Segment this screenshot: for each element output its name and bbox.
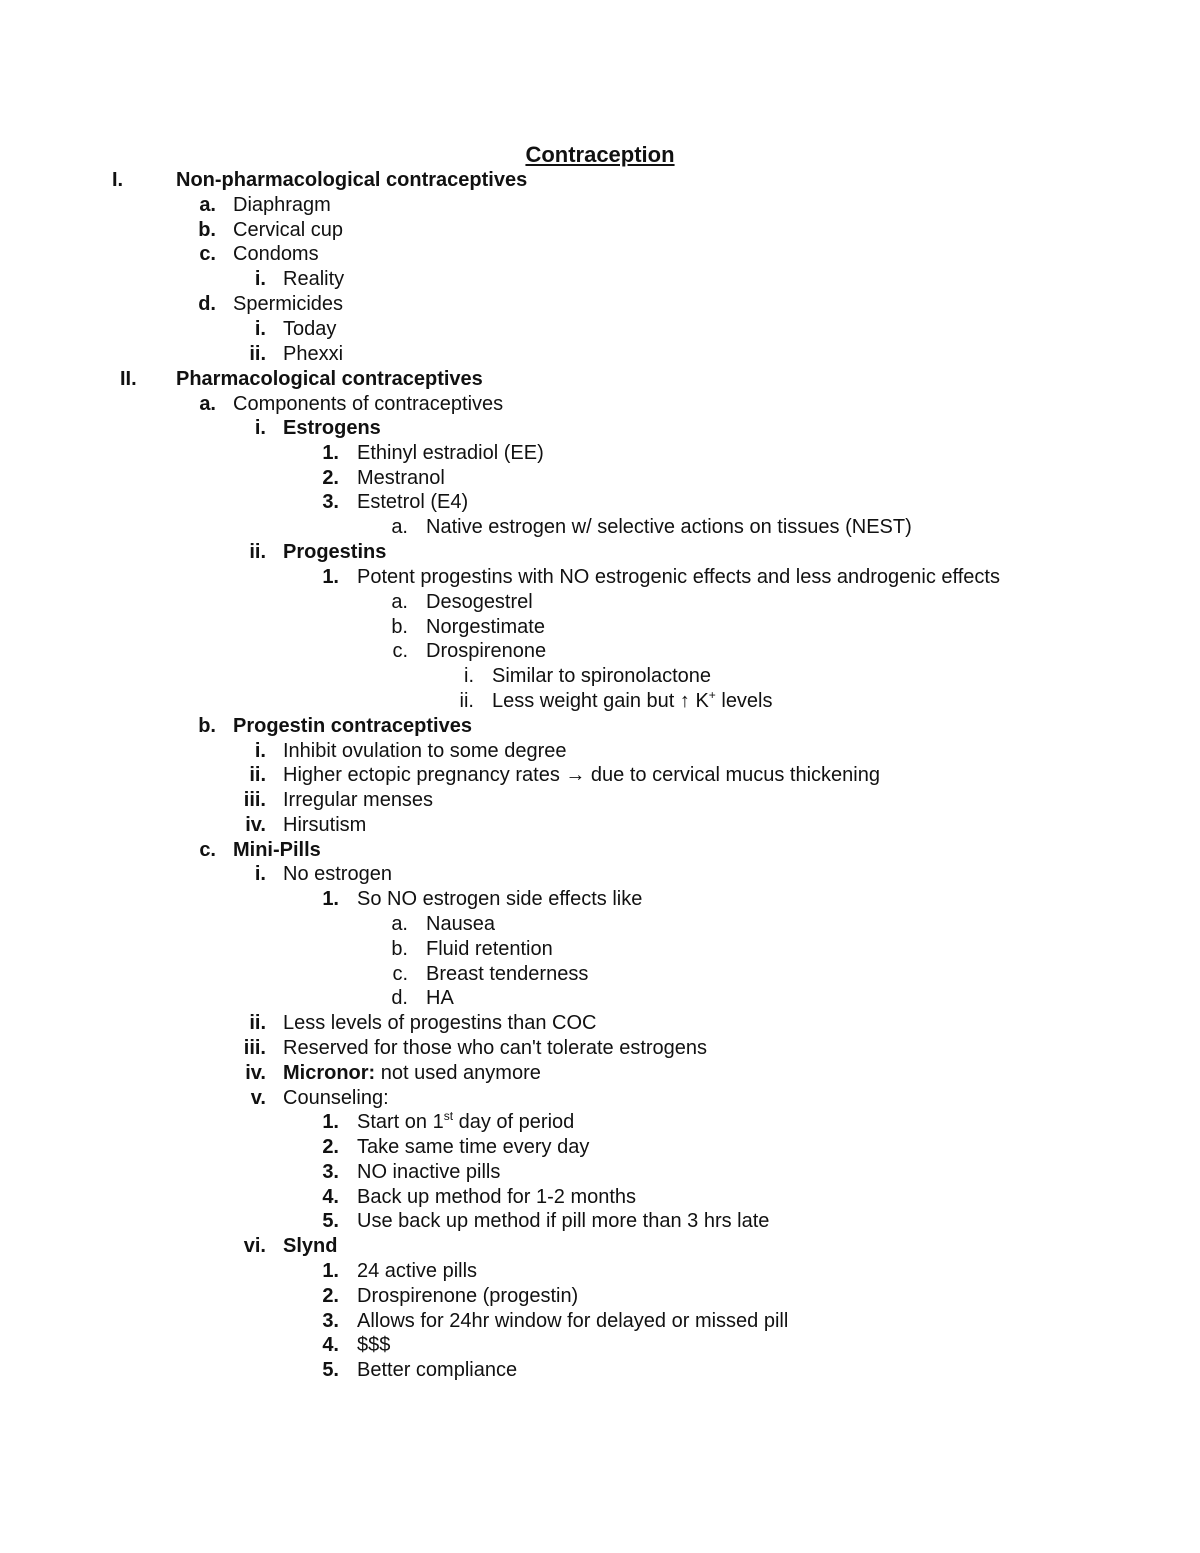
outline-marker: 3. [322, 491, 339, 513]
outline-text: Inhibit ovulation to some degree [283, 740, 567, 762]
outline-marker: i. [254, 318, 266, 340]
outline-text [283, 1061, 541, 1086]
outline-text: Less levels of progestins than COC [283, 1012, 597, 1034]
outline-text: NO inactive pills [357, 1161, 501, 1183]
outline-text: Counseling: [283, 1087, 389, 1109]
outline-text: Mini-Pills [233, 839, 321, 861]
outline-marker: a. [391, 516, 408, 538]
page-title: Contraception [525, 142, 675, 167]
outline-text: Higher ectopic pregnancy rates → due to cervical mucus thickening [283, 764, 880, 786]
text-fragment: not used anymore [375, 1062, 541, 1084]
outline-text: Drospirenone [426, 640, 547, 662]
superscript: + [708, 688, 716, 702]
outline-text: Hirsutism [283, 814, 367, 836]
outline-text: Cervical cup [233, 219, 344, 241]
outline-text: Potent progestins with NO estrogenic effects and less androgenic effects [357, 566, 1000, 588]
outline-marker: i. [254, 417, 266, 439]
outline-marker: 1. [322, 1111, 339, 1133]
bold-term: Micronor: [283, 1062, 376, 1084]
outline-text: Ethinyl estradiol (EE) [357, 442, 544, 464]
outline-marker: b. [391, 938, 408, 960]
outline-marker: iv. [245, 1062, 266, 1084]
outline-marker: 4. [322, 1186, 339, 1208]
outline-marker: a. [199, 194, 216, 216]
outline-text: 24 active pills [357, 1260, 478, 1282]
outline-text: Irregular menses [283, 789, 434, 811]
text-fragment: Start on 1 [357, 1111, 444, 1133]
outline-text: Use back up method if pill more than 3 hrs late [357, 1210, 770, 1232]
outline-text: $$$ [357, 1334, 391, 1356]
section-heading: Pharmacological contraceptives [176, 368, 483, 390]
outline-marker: 3. [322, 1161, 339, 1183]
outline-text: HA [426, 987, 454, 1009]
outline-marker: iv. [245, 814, 266, 836]
outline-marker: 3. [322, 1310, 339, 1332]
outline-marker: 5. [322, 1210, 339, 1232]
outline-marker: a. [199, 393, 216, 415]
outline-text: Slynd [283, 1235, 338, 1257]
outline-marker: 5. [322, 1359, 339, 1381]
outline-marker: d. [198, 293, 216, 315]
outline-text: Drospirenone (progestin) [357, 1285, 579, 1307]
outline-marker: I. [112, 169, 124, 191]
outline-text: Allows for 24hr window for delayed or missed pill [357, 1310, 789, 1332]
outline-marker: c. [199, 243, 216, 265]
text-fragment: day of period [453, 1111, 575, 1133]
outline-text: Spermicides [233, 293, 344, 315]
outline-text: Norgestimate [426, 616, 545, 638]
outline-marker: 2. [322, 1136, 339, 1158]
outline-text: Reality [283, 268, 345, 290]
outline-marker: 2. [322, 467, 339, 489]
outline-marker: 2. [322, 1285, 339, 1307]
outline-marker: i. [254, 863, 266, 885]
outline-marker: ii. [249, 764, 266, 786]
outline-text: Mestranol [357, 467, 445, 489]
outline-marker: ii. [459, 690, 474, 712]
outline-text: Estetrol (E4) [357, 491, 469, 513]
outline-marker: vi. [243, 1235, 266, 1257]
outline-marker: i. [254, 268, 266, 290]
outline-text: Fluid retention [426, 938, 553, 960]
outline-text: So NO estrogen side effects like [357, 888, 643, 910]
outline-text [357, 1110, 574, 1135]
outline-marker: ii. [249, 343, 266, 365]
outline-marker: iii. [243, 789, 266, 811]
outline-marker: 1. [322, 442, 339, 464]
outline-text: Diaphragm [233, 194, 331, 216]
outline-text: Reserved for those who can't tolerate estrogens [283, 1037, 708, 1059]
outline-marker: iii. [243, 1037, 266, 1059]
outline-text: Back up method for 1-2 months [357, 1186, 637, 1208]
outline-text: Native estrogen w/ selective actions on tissues (NEST) [426, 516, 912, 538]
outline-text: Better compliance [357, 1359, 518, 1381]
outline-marker: b. [391, 616, 408, 638]
outline-text: Similar to spironolactone [492, 665, 711, 687]
outline-marker: 4. [322, 1334, 339, 1356]
outline-marker: c. [392, 640, 408, 662]
outline-marker: ii. [249, 1012, 266, 1034]
outline-marker: a. [391, 591, 408, 613]
outline-marker: 1. [322, 1260, 339, 1282]
outline-text [492, 689, 773, 714]
outline-text: Condoms [233, 243, 319, 265]
text-fragment: Less weight gain but ↑ K [492, 690, 709, 712]
outline-marker: c. [199, 839, 216, 861]
outline-text: Breast tenderness [426, 963, 589, 985]
outline-marker: b. [198, 219, 216, 241]
outline-marker: II. [120, 368, 137, 390]
outline-text: Desogestrel [426, 591, 533, 613]
section-heading: Non-pharmacological contraceptives [176, 169, 528, 191]
outline-marker: a. [391, 913, 408, 935]
outline-marker: 1. [322, 566, 339, 588]
outline-text: Take same time every day [357, 1136, 590, 1158]
outline-text: No estrogen [283, 863, 392, 885]
outline-marker: ii. [249, 541, 266, 563]
outline-text: Estrogens [283, 417, 381, 439]
outline-marker: v. [250, 1087, 266, 1109]
outline-marker: i. [464, 665, 474, 687]
outline-text: Nausea [426, 913, 495, 935]
outline-marker: b. [198, 715, 216, 737]
outline-text: Components of contraceptives [233, 393, 504, 415]
superscript: st [443, 1109, 454, 1123]
outline-text: Progestins [283, 541, 387, 563]
outline-marker: 1. [322, 888, 339, 910]
text-fragment: levels [715, 690, 773, 712]
outline-marker: c. [392, 963, 408, 985]
outline-text: Today [283, 318, 337, 340]
outline-text: Progestin contraceptives [233, 715, 472, 737]
outline-marker: d. [391, 987, 408, 1009]
outline-marker: i. [254, 740, 266, 762]
outline-text: Phexxi [283, 343, 344, 365]
